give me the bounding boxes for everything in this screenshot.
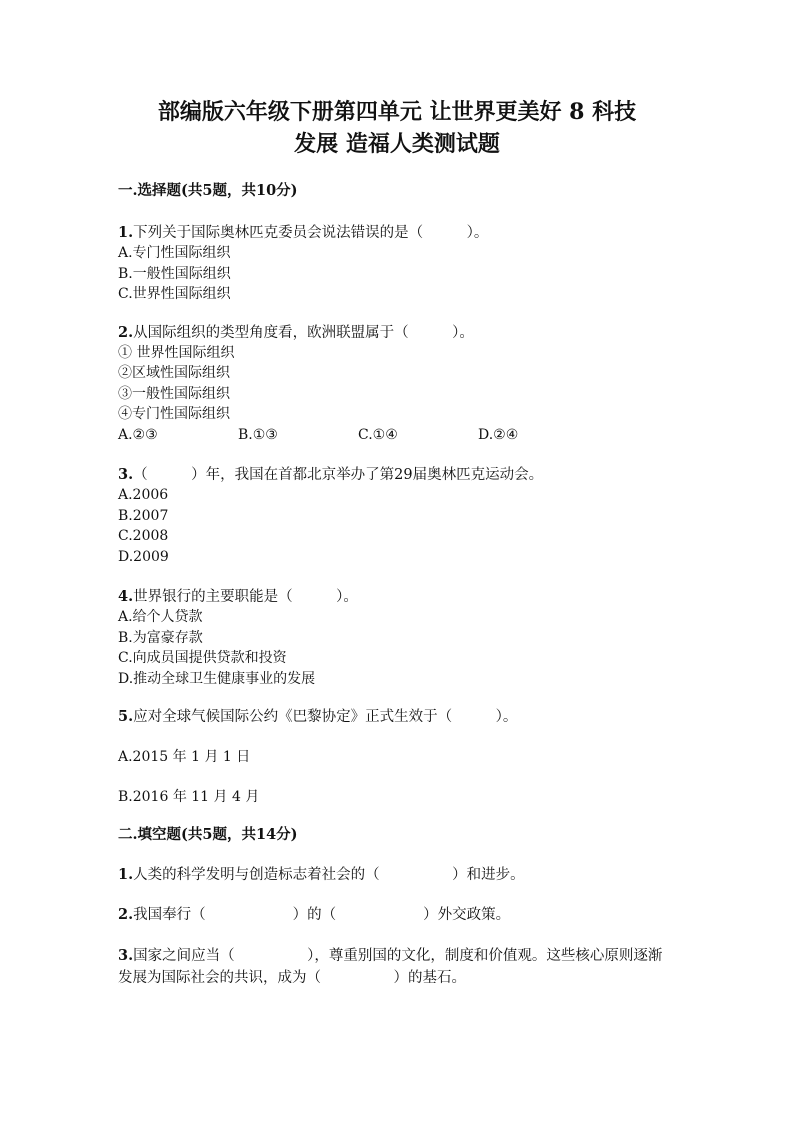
option-d: D.②④ [478,426,519,443]
question-stem [118,587,676,607]
question-text: 我国奉行（ ）的（ ）外交政策。 [133,907,511,923]
statement-2: ②区域性国际组织 [118,365,230,381]
option-d: D.2009 [118,548,169,565]
choice-question-4 [118,587,676,689]
question-number: 3. [118,466,134,483]
option-a: A.2015 年 1 月 1 日 [118,749,251,765]
option-a: A.专门性国际组织 [118,245,231,261]
fill-question-3 [118,945,676,989]
option-row [118,425,676,446]
option-b: B.2016 年 11 月 4 月 [118,788,260,805]
option-b: B.①③ [238,426,278,443]
question-stem [118,945,676,989]
statement-1: ① 世界性国际组织 [118,344,235,361]
question-text: 下列关于国际奥林匹克委员会说法错误的是（ ）。 [133,225,489,241]
question-number: 2. [118,323,134,341]
choice-question-1 [118,223,676,305]
section-heading-fill: 二.填空题(共5题，共14分) [118,826,298,843]
option-c: C.2008 [118,528,169,544]
option-b: B.2007 [118,507,169,524]
option-c: C.世界性国际组织 [118,286,231,302]
section-heading-choice: 一.选择题(共5题，共10分) [118,182,298,199]
option-d: D.推动全球卫生健康事业的发展 [118,670,316,687]
question-text: 世界银行的主要职能是（ ）。 [133,589,358,605]
title-line-2: 发展 造福人类测试题 [294,131,500,157]
question-stem [118,465,676,485]
question-text: 人类的科学发明与创造标志着社会的（ ）和进步。 [133,867,525,883]
fill-question-2 [118,905,676,925]
question-stem [118,223,676,243]
statement-4: ④专门性国际组织 [118,406,230,422]
question-number: 1. [118,224,134,241]
option-b: B.为富豪存款 [118,629,203,646]
question-stem [118,905,676,925]
document-title [118,96,676,160]
question-text: 国家之间应当（ ），尊重别国的文化，制度和价值观。这些核心原则逐渐发展为国际社会的共识，成为（ ）的基石。 [118,948,663,986]
question-text: 从国际组织的类型角度看，欧洲联盟属于（ ）。 [133,324,474,341]
option-a: A.给个人贷款 [118,609,203,625]
statement-3: ③一般性国际组织 [118,385,230,402]
question-number: 3. [118,947,134,964]
question-stem [118,865,676,885]
question-number: 4. [118,588,134,605]
question-stem [118,707,676,727]
option-c: C.向成员国提供贷款和投资 [118,650,287,666]
choice-question-2 [118,323,676,446]
question-text: （ ）年，我国在首都北京举办了第29届奥林匹克运动会。 [133,467,544,483]
option-a: A.②③ [118,426,158,443]
option-a: A.2006 [118,487,169,503]
question-text: 应对全球气候国际公约《巴黎协定》正式生效于（ ）。 [133,709,518,725]
question-number: 5. [118,708,134,725]
question-number: 2. [118,906,134,923]
choice-question-3 [118,465,676,567]
title-line-1: 部编版六年级下册第四单元 让世界更美好 8 科技 [157,99,637,125]
question-stem [118,323,676,343]
choice-question-5 [118,707,676,807]
fill-question-1 [118,865,676,885]
option-c: C.①④ [358,426,398,443]
option-b: B.一般性国际组织 [118,265,231,282]
question-number: 1. [118,866,134,883]
